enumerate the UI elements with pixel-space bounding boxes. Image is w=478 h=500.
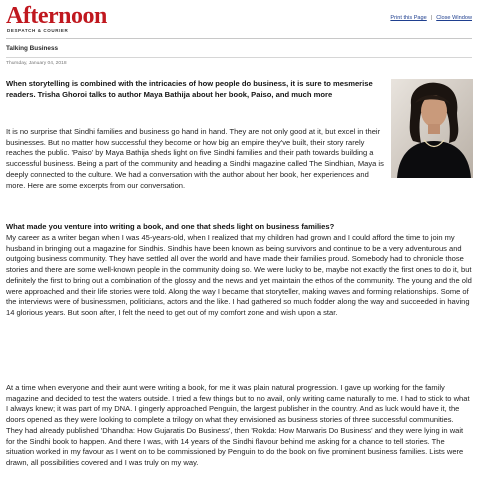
author-photo: [391, 79, 473, 178]
print-page-link[interactable]: Print this Page: [390, 15, 427, 21]
logo-tagline: DESPATCH & COURIER: [7, 28, 69, 33]
interview-question-1: What made you venture into writing a book, and one that sheds light on business families?: [6, 222, 335, 231]
top-links: [390, 15, 472, 22]
header-divider: [6, 38, 472, 39]
link-separator: |: [430, 15, 433, 21]
article-paragraph-1: It is no surprise that Sindhi families and business go hand in hand. They are not only good at it, but excel in their businesses. But no matter how successful they become or how big an empire they've built, their story rarely reaches the public. 'Paiso' by Maya Bathija sheds light on five Sindhi families and their path towards building a successful business. Being a part of the community and heading a Sindhi magazine called The Sindhian, Maya is deeply connected to the culture. We had a conversation with the author about her book, her experiences and more. Here are some excerpts from our conversation.: [6, 127, 384, 190]
article-paragraph-2: My career as a writer began when I was 45-years-old, when I realized that my children had grown and I could afford the time to join my husband in bringing out a magazine for Sindhis. Sindhis have been known as being survivors and continue to be a very adventurous and outgoing business community. They have settled all over the world and have made their families proud. Somebody had to chronicle those stories and there are some well-known people in the community doing so. We were lucky to be, maybe not exactly the first ones to do it, but definitely the first to bring out a combination of the glossy and the news and yet maintain the ethos of the community. The young and the old were approached and their life stories were told. Along the way I became that storyteller, making waves and forming relationships. Some of the interviews were of businessmen, politicians, actors and the like. I had gathered so much fodder along the way and succeeded in having 14 glorious years. But soon after, I felt the need to get out of my comfort zone and wish upon a star.: [6, 233, 472, 317]
publish-date: Thursday, January 04, 2018: [6, 61, 67, 66]
newspaper-logo: Afternoon: [6, 3, 107, 29]
section-divider: [6, 57, 472, 58]
section-title: Talking Business: [6, 45, 59, 52]
article-paragraph-3: At a time when everyone and their aunt were writing a book, for me it was plain natural progression. I gave up working for the family magazine and decided to test the waters outside. I tried a few things but to no avail, only writing came naturally to me. I had to stick to what I always knew; it was part of my DNA. I gingerly approached Penguin, the largest publisher in the country. And as luck would have it, the doors opened as they were looking to complete a trilogy on what they envisioned as business stories of three successful communities. They had already published 'Dhandha: How Gujaratis Do Business', then 'Rokda: How Marwaris Do Business' and they were lying in wait for the Sindhi book to happen. And there I was, with 14 years of the Sindhi flavour behind me asking for a chance to tell stories. The situation worked in my favour as I went on to be commissioned by Penguin to do the book on five prominent business families. Lists were drawn, all possibilities covered and I was truly on my way.: [6, 383, 470, 467]
masthead: [6, 4, 472, 34]
article-intro: When storytelling is combined with the intricacies of how people do business, it is sure to mesmerise readers. Trisha Ghoroi talks to author Maya Bathija about her book, Paiso, and much more: [6, 79, 373, 99]
close-window-link[interactable]: Close Window: [436, 15, 472, 21]
author-portrait-image: [391, 79, 473, 178]
